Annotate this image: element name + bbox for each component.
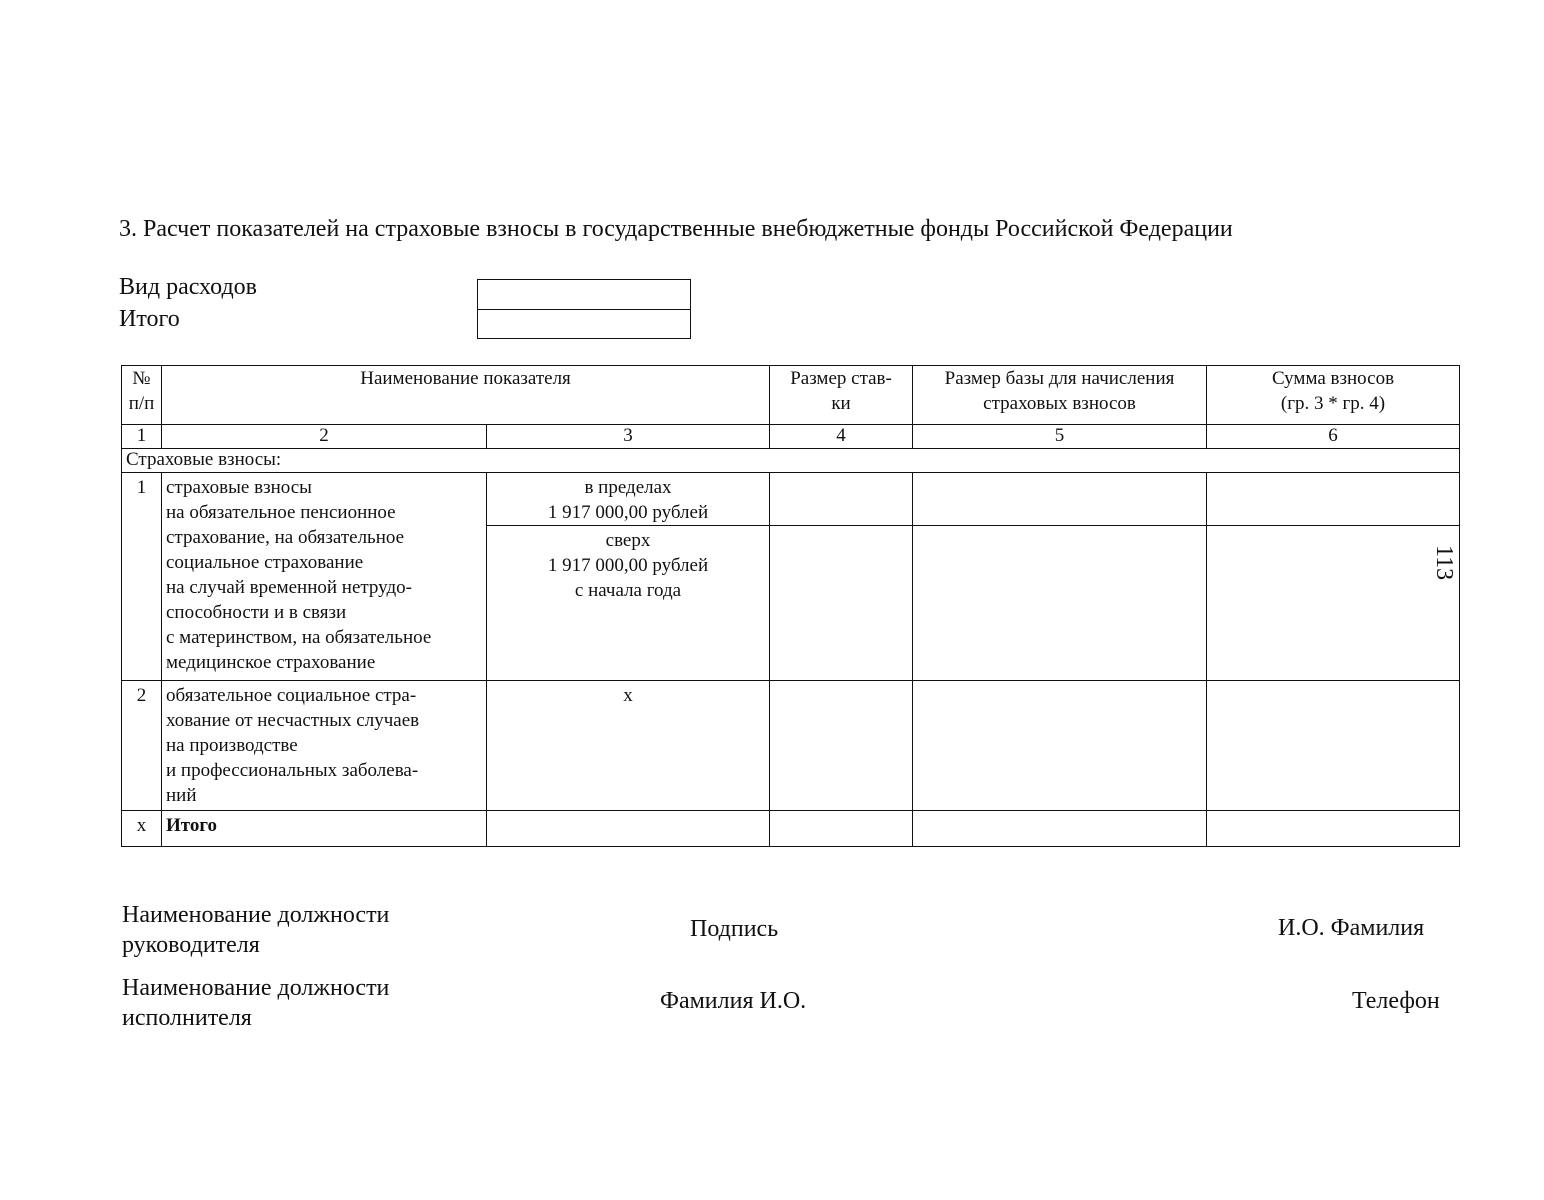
column-numbers-row [122,425,1460,449]
rate-cell[interactable] [770,526,913,681]
expense-summary-box [477,279,691,339]
section-title: 3. Расчет показателей на страховые взносы в государственные внебюджетные фонды Российской Федерации [119,216,1233,242]
section-row [122,449,1460,473]
threshold-within: в пределах 1 917 000,00 рублей [487,473,770,526]
header-base: Размер базы для начисления страховых взносов [913,366,1207,425]
total-num: х [122,811,162,847]
table-row [122,473,1460,526]
phone-label: Телефон [1352,988,1440,1014]
rate-cell[interactable] [770,681,913,811]
executor-position: Наименование должности исполнителя [122,975,390,1031]
header-rate: Размер став- ки [770,366,913,425]
rate-cell[interactable] [770,473,913,526]
base-cell[interactable] [913,526,1207,681]
header-name: Наименование показателя [162,366,770,425]
column-number: 3 [487,425,770,449]
row-num: 2 [122,681,162,811]
section-label: Страховые взносы: [122,449,1460,473]
column-number: 5 [913,425,1207,449]
row-num: 1 [122,473,162,681]
total-col3[interactable] [487,811,770,847]
expense-type-label: Вид расходов [119,274,257,300]
row-name: страховые взносы на обязательное пенсионное страхование, на обязательное социальное страхование на случай временной нетрудо- способности и в связи с материнством, на обязательное медицинское страхование [162,473,487,681]
page-number: 113 [1431,545,1457,581]
header-num: № п/п [122,366,162,425]
column-number: 1 [122,425,162,449]
base-cell[interactable] [913,681,1207,811]
head-position: Наименование должности руководителя [122,902,390,958]
threshold-above: сверх 1 917 000,00 рублей с начала года [487,526,770,681]
total-rate[interactable] [770,811,913,847]
signature-label: Подпись [690,916,779,942]
contributions-table [121,365,1460,847]
sum-cell[interactable] [1207,473,1460,526]
header-sum: Сумма взносов (гр. 3 * гр. 4) [1207,366,1460,425]
total-row-label: Итого [162,811,487,847]
expense-type-field[interactable] [478,280,690,309]
table-row [122,681,1460,811]
table-header-row [122,366,1460,425]
executor-name: Фамилия И.О. [660,988,807,1014]
column-number: 2 [162,425,487,449]
sum-cell[interactable] [1207,681,1460,811]
head-name: И.О. Фамилия [1278,915,1425,941]
sum-cell[interactable] [1207,526,1460,681]
total-field[interactable] [478,309,690,339]
base-cell[interactable] [913,473,1207,526]
total-sum[interactable] [1207,811,1460,847]
total-row [122,811,1460,847]
row-col3: х [487,681,770,811]
column-number: 4 [770,425,913,449]
column-number: 6 [1207,425,1460,449]
total-label: Итого [119,306,180,332]
row-name: обязательное социальное стра- хование от несчастных случаев на производстве и профессиональных заболева- ний [162,681,487,811]
total-base[interactable] [913,811,1207,847]
